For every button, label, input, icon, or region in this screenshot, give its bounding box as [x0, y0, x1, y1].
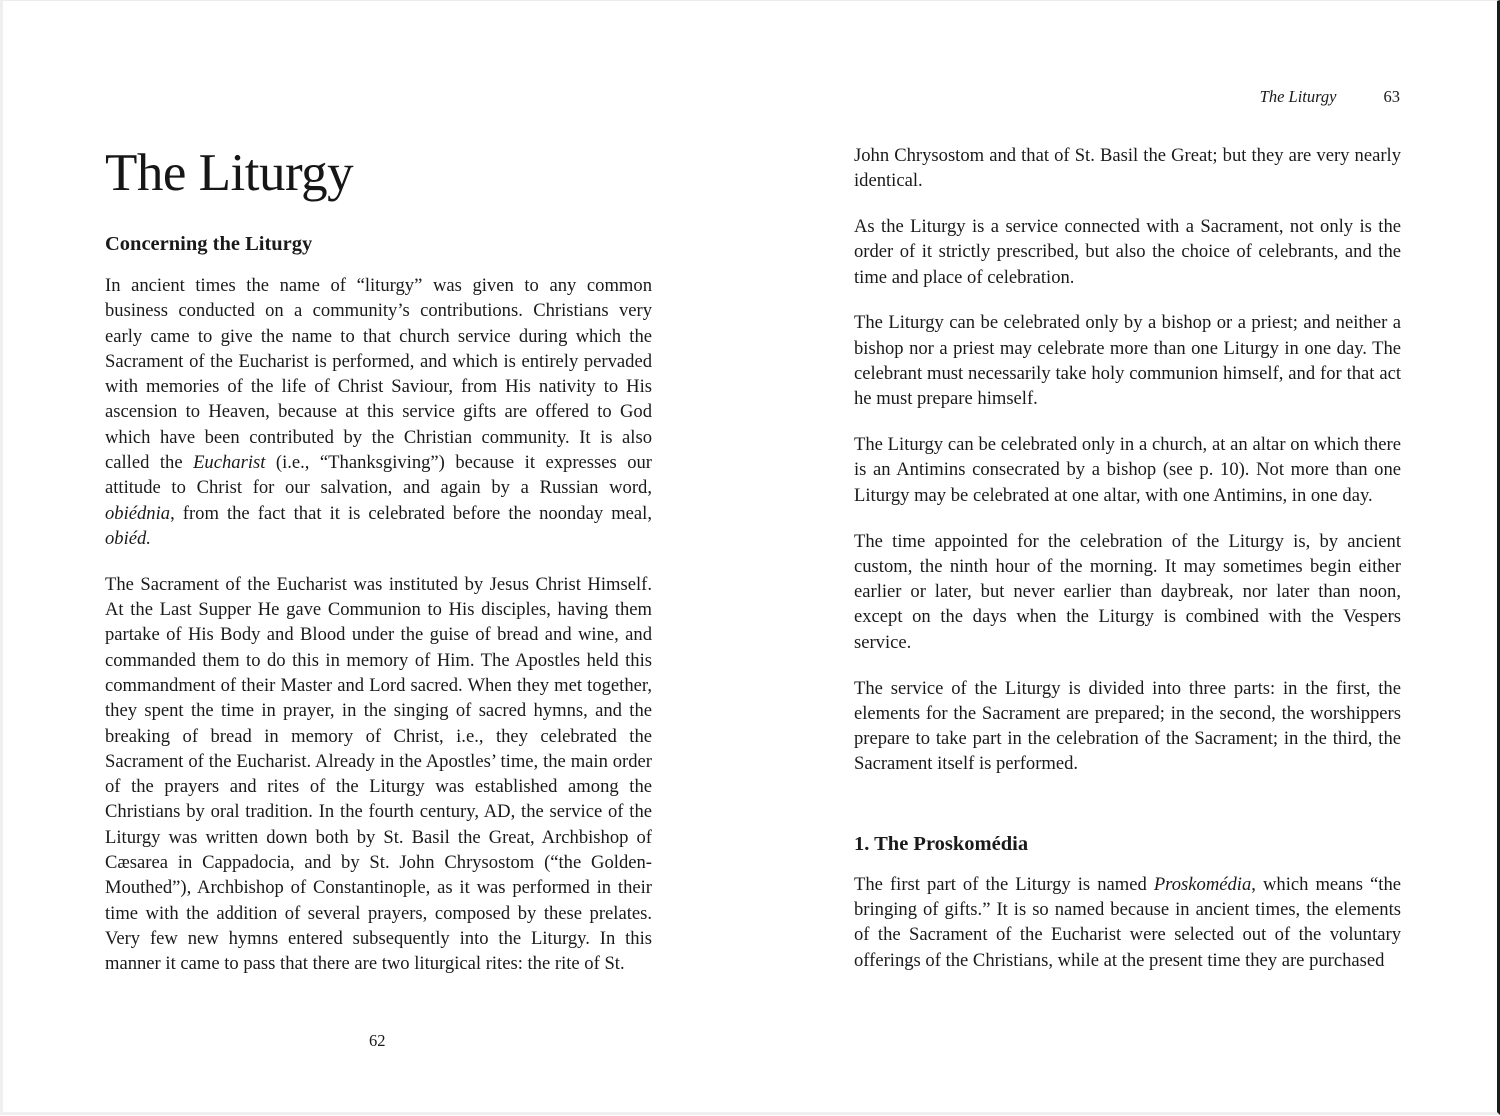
body-paragraph: John Chrysostom and that of St. Basil the Great; but they are very nearly identical. [854, 145, 1401, 192]
running-head [1260, 85, 1400, 109]
left-page [3, 1, 753, 1116]
right-paragraphs-before [854, 143, 1401, 777]
body-paragraph: In ancient times the name of “liturgy” was given to any common business conducted on a community’s contributions. Christians very early came to give the name to that church service during which the Sacrament of the Eucharist is performed, and which is entirely pervaded with memories of the life of Christ Saviour, from His nativity to His ascension to Heaven, because at this service gifts are offered to God which have been contributed by the Christian community. It is also called the Eucharist (i.e., “Thanksgiving”) because it expresses our attitude to Christ for our salvation, and again by a Russian word, obiédnia, from the fact that it is celebrated before the noonday meal, obiéd. [105, 275, 652, 549]
running-head-title: The Liturgy [1259, 87, 1337, 106]
italic-term: Eucharist [193, 452, 266, 474]
section-heading-concerning: Concerning the Liturgy [105, 233, 313, 255]
body-paragraph: The Sacrament of the Eucharist was instituted by Jesus Christ Himself. At the Last Supper He gave Communion to His disciples, having them partake of His Body and Blood under the guise of bread and wine, and commanded them to do this in memory of Him. The Apostles held this commandment of their Master and Lord sacred. When they met together, they spent the time in prayer, in the singing of sacred hymns, and the breaking of bread in memory of Christ, i.e., they celebrated the Sacrament of the Eucharist. Already in the Apostles’ time, the main order of the prayers and rites of the Liturgy was established among the Christians by oral tradition. In the fourth century, AD, the service of the Liturgy was written down both by St. Basil the Great, Archbishop of Cæsarea in Cappadocia, and by St. John Chrysostom (“the Golden-Mouthed”), Archbishop of Constantinople, as it was performed in their time with the addition of several prayers, composed by these prelates. Very few new hymns entered subsequently into the Liturgy. In this manner it came to pass that there are two liturgical rites: the rite of St. [105, 573, 652, 975]
body-paragraph: As the Liturgy is a service connected with a Sacrament, not only is the order of it strictly prescribed, but also the choice of celebrants, and the time and place of celebration. [854, 216, 1401, 288]
right-page [753, 1, 1500, 1116]
right-paragraphs-after [854, 872, 1401, 973]
left-paragraphs [105, 273, 652, 977]
right-text-block [854, 143, 1401, 993]
page-number-right: 63 [1383, 87, 1400, 106]
italic-term: Proskomédia [1153, 873, 1252, 895]
chapter-title: The Liturgy [105, 144, 354, 202]
left-text-block [105, 141, 652, 997]
body-paragraph: The service of the Liturgy is divided into three parts: in the first, the elements for the Sacrament are prepared; in the second, the worshippers prepare to take part in the celebration of the Sacrament; in the third, the Sacrament itself is performed. [854, 677, 1401, 775]
italic-term: obiédnia [105, 502, 171, 524]
body-paragraph: The first part of the Liturgy is named Proskomédia, which means “the bringing of gifts.” It is so named because in ancient times, the elements of the Sacrament of the Eucharist were selected out of the voluntary offerings of the Christians, while at the present time they are purchased [854, 873, 1401, 971]
italic-term: obiéd. [105, 527, 151, 549]
page-number-left: 62 [369, 1031, 386, 1050]
section-heading-proskomedia: 1. The Proskomédia [854, 832, 1029, 855]
body-paragraph: The Liturgy can be celebrated only in a church, at an altar on which there is an Antimins consecrated by a bishop (see p. 10). Not more than one Liturgy may be celebrated at one altar, with one Antimins, in one day. [854, 434, 1401, 506]
body-paragraph: The Liturgy can be celebrated only by a bishop or a priest; and neither a bishop nor a priest may celebrate more than one Liturgy in one day. The celebrant must necessarily take holy communion himself, and for that act he must prepare himself. [854, 312, 1401, 410]
body-paragraph: The time appointed for the celebration of the Liturgy is, by ancient custom, the ninth hour of the morning. It may sometimes begin either earlier or later, but never earlier than daybreak, nor later than noon, except on the days when the Liturgy is combined with the Vespers service. [854, 530, 1401, 653]
